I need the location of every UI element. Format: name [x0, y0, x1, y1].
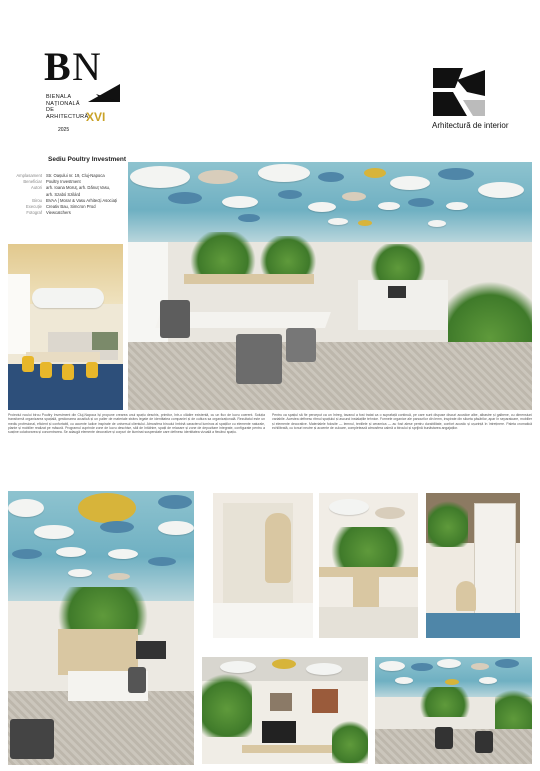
meta-row: Birou BVAA | Morar & Vasu Arhitecți Asociați: [32, 197, 117, 203]
project-description-right: Pentru ca spațiul să fie perceput ca un întreg, tavanul a fost tratat ca o suprafață continuă, pe care sunt dispuse discuri acustice albe, albastre și galbene, cu dimensiuni variabile. Acestea definesc ritmul spațiului și ascund instalațiile tehnice. Formele organice ale panourilor din lemn, inspirate din silueta păsărilor, apar în separatoare, mobilier și elemente decorative. Materialele folosite — lemnul, textilele și ceramica — au fost alese pentru durabilitate, confort acustic și ușurință în întreținere. Paleta cromatică echilibrată, cu tonuri neutre și accente de culoare, completează atmosfera calmă a biroului și sprijină bunăstarea angajaților.: [272, 413, 532, 430]
bna-year: 2025: [58, 127, 70, 133]
project-title: Sediu Poultry Investment: [48, 156, 127, 163]
photo-desk-monitor: [202, 657, 368, 764]
project-meta: [8, 173, 124, 216]
meta-row: Amplasament Str. Oașului nr. 19, Cluj-Napoca: [16, 173, 105, 178]
meta-row: Autori arh. Ioana Moruț, arh. Dănuț Vasu,: [31, 185, 111, 191]
project-description-left: Proiectul noului birou Poultry Investment din Cluj-Napoca își propune crearea unui spațiu deschis, primitor, într-o clădire existentă, cu un flux de lucru coerent. Soluția transformă organizarea spațială, gestionarea acustică și un palier de materiale strâns legate de identitatea companiei și de cultura sa organizațională. Rezultatul este un mediu profesional, eficient și confortabil, cu accente ludice inspirate de universul clientului. Atmosfera biroului îmbină caracterul luminos al spațiilor cu elemente naturale, plante și mobilier realizat pe măsură. Programul cuprinde zone de lucru deschise, săli de întâlnire, spații de relaxare și zone de depozitare integrate, configurate pentru a susține colaborarea și concentrarea. Se adaugă elemente decorative și corpuri de iluminat suspendate care definesc identitatea vizuală a fiecărui spațiu.: [8, 413, 265, 435]
interior-architecture-icon: [433, 66, 485, 116]
meta-row: Beneficiar Poultry Investment: [23, 179, 81, 185]
meta-row: Execuție Creativ Bau, Simcron Prod: [25, 204, 96, 210]
meta-row: arh. Szabó Szilárd: [46, 191, 81, 197]
photo-workstations: [8, 491, 194, 765]
bna-subtitle: BIENALA NAȚIONALĂ DE ARHITECTURĂ: [46, 94, 89, 120]
photo-meeting-room: [8, 244, 123, 410]
photo-reception-detail: [426, 493, 520, 638]
svg-text:N: N: [72, 46, 101, 89]
meta-row: Fotograf Viewcatchers: [26, 210, 71, 216]
bna-logo: [44, 46, 120, 138]
photo-plant-shelf: [319, 493, 418, 638]
bna-edition: XVI: [86, 110, 106, 124]
photo-open-office: [128, 162, 532, 410]
svg-text:B: B: [44, 46, 71, 89]
photo-office-wide: [375, 657, 532, 764]
category-label: Arhitectură de interior: [432, 121, 509, 130]
photo-bird-panel: [213, 493, 313, 638]
